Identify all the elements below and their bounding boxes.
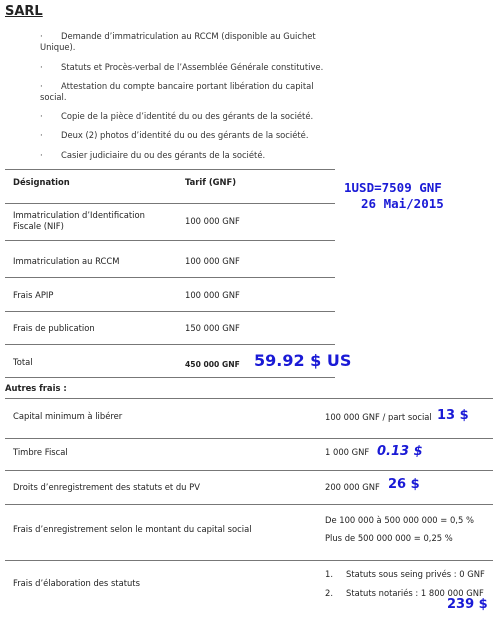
fee-value: 100 000 GNF — [185, 290, 240, 300]
other-fee-label: Frais d’enregistrement selon le montant du capital social — [13, 524, 252, 534]
list-item: Statuts notariés : 1 800 000 GNF — [346, 588, 484, 598]
other-fee-line: De 100 000 à 500 000 000 = 0,5 % — [325, 515, 474, 525]
other-fee-value: 1 000 GNF — [325, 447, 370, 457]
document-item: Deux (2) photos d’identité du ou des gérants de la société. — [61, 130, 309, 140]
total-value: 450 000 GNF — [185, 360, 240, 369]
fee-value: 100 000 GNF — [185, 216, 240, 226]
table-rule — [5, 398, 493, 399]
list-number: 1. — [325, 569, 333, 579]
list-item: Statuts sous seing privés : 0 GNF — [346, 569, 485, 579]
table-rule — [5, 377, 335, 378]
table-rule — [5, 169, 335, 170]
exchange-rate-note: 1USD=7509 GNF — [344, 180, 442, 195]
total-usd-note: 59.92 $ US — [254, 351, 352, 370]
document-item: Casier judiciaire du ou des gérants de la société. — [61, 150, 266, 160]
bullet-dot: · — [40, 62, 43, 72]
total-label: Total — [13, 357, 33, 367]
table-rule — [5, 438, 493, 439]
table-rule — [5, 240, 335, 241]
other-fee-usd-note: 239 $ — [447, 597, 488, 612]
other-fees-title: Autres frais : — [5, 383, 67, 393]
document-item: Statuts et Procès-verbal de l’Assemblée Générale constitutive. — [61, 62, 324, 72]
table-rule — [5, 470, 493, 471]
other-fee-value: 100 000 GNF / part social — [325, 412, 432, 422]
other-fee-value: 200 000 GNF — [325, 482, 380, 492]
other-fee-usd-note: 13 $ — [437, 408, 469, 423]
table-rule — [5, 560, 493, 561]
bullet-dot: · — [40, 31, 43, 41]
table-rule — [5, 311, 335, 312]
fee-value: 100 000 GNF — [185, 256, 240, 266]
exchange-date-note: 26 Mai/2015 — [361, 196, 444, 211]
other-fee-usd-note: 26 $ — [388, 477, 420, 492]
other-fee-usd-note: 0.13 $ — [377, 444, 423, 459]
other-fee-label: Droits d’enregistrement des statuts et du PV — [13, 482, 200, 492]
header-tarif: Tarif (GNF) — [185, 177, 237, 187]
page-title: SARL — [5, 4, 43, 19]
bullet-dot: · — [40, 111, 43, 121]
table-rule — [5, 504, 493, 505]
document-item: Attestation du compte bancaire portant libération du capital social. — [40, 81, 314, 102]
table-rule — [5, 277, 335, 278]
other-fee-label: Timbre Fiscal — [13, 447, 68, 457]
fee-label: Immatriculation au RCCM — [13, 256, 120, 266]
list-number: 2. — [325, 588, 333, 598]
other-fee-line: Plus de 500 000 000 = 0,25 % — [325, 533, 453, 543]
table-rule — [5, 203, 335, 204]
other-fee-label: Frais d’élaboration des statuts — [13, 578, 140, 588]
bullet-dot: · — [40, 81, 43, 91]
fee-label: Immatriculation d’Identification Fiscale (NIF) — [13, 210, 145, 231]
header-designation: Désignation — [13, 177, 70, 187]
bullet-dot: · — [40, 130, 43, 140]
fee-label: Frais de publication — [13, 323, 95, 333]
fee-value: 150 000 GNF — [185, 323, 240, 333]
bullet-dot: · — [40, 150, 43, 160]
table-rule — [5, 344, 335, 345]
other-fee-label: Capital minimum à libérer — [13, 411, 123, 421]
document-item: Demande d’immatriculation au RCCM (disponible au Guichet Unique). — [40, 31, 316, 52]
document-item: Copie de la pièce d’identité du ou des gérants de la société. — [61, 111, 314, 121]
fee-label: Frais APIP — [13, 290, 54, 300]
